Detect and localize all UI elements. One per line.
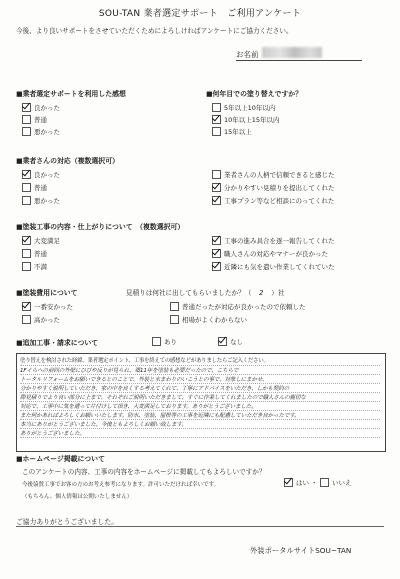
name-redaction xyxy=(262,47,322,58)
checkbox[interactable] xyxy=(22,103,31,112)
q5-header: ■塗装費用について xyxy=(16,289,78,297)
web-yes[interactable]: はい xyxy=(284,478,309,487)
q3-option[interactable]: 工事プラン等など相談にのってくれた xyxy=(212,194,335,207)
estimate-count[interactable]: 2 xyxy=(259,289,264,297)
q5-option[interactable]: 相場がよくわからない xyxy=(170,313,306,326)
q4-option[interactable]: 不満 xyxy=(22,260,60,273)
q4-option[interactable]: 職人さんの対応やマナーが良かった xyxy=(212,247,335,260)
q3-header: ■業者さんの対応（複数選択可） xyxy=(16,157,119,165)
checkbox[interactable] xyxy=(212,249,221,258)
checkbox[interactable] xyxy=(22,196,31,205)
q3-right-options xyxy=(212,168,335,207)
q1-options xyxy=(22,101,60,137)
checkbox[interactable] xyxy=(218,337,227,346)
q4-option[interactable]: 近隣にも気を遣い作業してくれていた xyxy=(212,260,335,273)
checkbox[interactable] xyxy=(212,127,221,136)
checkbox[interactable] xyxy=(170,302,179,311)
checkbox[interactable] xyxy=(22,315,31,324)
checkbox[interactable] xyxy=(320,478,329,487)
q1-option[interactable]: 良かった xyxy=(22,101,60,113)
q4-option[interactable]: 大変満足 xyxy=(22,234,60,247)
checkbox[interactable] xyxy=(284,478,293,487)
checkbox[interactable] xyxy=(22,302,31,311)
checkbox[interactable] xyxy=(212,103,221,112)
q5-estimate-question: 見積りは何社に出してもらいましたか？（ 2 ）社 xyxy=(126,289,285,297)
q5-option[interactable]: 普通だったが対応が良かったので依頼した xyxy=(170,300,306,313)
q2-option[interactable]: 5年以上10年以内 xyxy=(212,101,280,113)
q5-right-options xyxy=(170,300,306,326)
comment-line: ありがとうございました。 xyxy=(20,431,85,437)
comment-line: 本当にありがとうございました。今後ともよろしくお願い致します。 xyxy=(20,422,187,428)
checkbox[interactable] xyxy=(22,249,31,258)
checkbox[interactable] xyxy=(22,127,31,136)
footer-brand: 外装ポータルサイトSOU−TAN xyxy=(250,546,352,555)
checkbox[interactable] xyxy=(22,262,31,271)
comment-line: 際見積りでより良い部分に上まで、それぞれご説明いただきまして、すぐに作業してくれましたので職人さんの親切な xyxy=(20,395,306,401)
q2-options xyxy=(212,101,280,137)
q4-option[interactable]: 普通 xyxy=(22,247,60,260)
q1-option[interactable]: 普通 xyxy=(22,113,60,125)
comment-line: 1Fイらへの前回の外壁にひびや反りが見られ、築11年を塗装も必要だったので、こちらで xyxy=(20,368,239,374)
checkbox[interactable] xyxy=(22,183,31,192)
comment-line: また何かあればよろしくお願いいたします。防水、塗装、屋根等の工事を近隣にも配慮していただき良かったです。 xyxy=(20,413,300,419)
q4-right-options xyxy=(212,234,335,273)
checkbox[interactable] xyxy=(212,115,221,124)
web-note: 今後協賛工事でお客の方のお考え参考になります。許可いただければ幸いです。 xyxy=(22,482,220,488)
checkbox[interactable] xyxy=(212,183,221,192)
checkbox[interactable] xyxy=(22,115,31,124)
q4-header: ■塗装工事の内容・仕上がりについて （複数選択可） xyxy=(16,223,185,231)
q4-left-options xyxy=(22,234,60,273)
checkbox[interactable] xyxy=(22,236,31,245)
q1-option[interactable]: 悪かった xyxy=(22,125,60,137)
web-question: このアンケートの内容、工事の内容をホームページに掲載してもよろしいですか？ xyxy=(22,468,266,476)
checkbox[interactable] xyxy=(170,315,179,324)
q1-header: ■業者選定サポートを利用した感想 xyxy=(16,90,126,98)
q2-header: ■何年目での塗り替えですか？ xyxy=(206,90,303,98)
q5-left-options xyxy=(22,300,73,326)
q4-option[interactable]: 工事の進み具合を逐一報告してくれた xyxy=(212,234,335,247)
q3-option[interactable]: 良かった xyxy=(22,168,60,181)
q3-left-options xyxy=(22,168,60,207)
q3-option[interactable]: 分かりやすい見積りを提出してくれた xyxy=(212,181,335,194)
comment-line: 対応で、工事中に気を遣って片付けして頂き、大変満足しております。ありがとうございました。 xyxy=(20,404,257,410)
thanks-text: ご協力ありがとうございました。 xyxy=(16,518,118,526)
q3-option[interactable]: 普通 xyxy=(22,181,60,194)
page-title: SOU-TAN 業者選定サポート ご利用アンケート xyxy=(98,9,302,19)
comment-line: トータルリフォームをお願いできるとのことで、外装と水まわりのいこうとの事で、対象しにまかせ、 xyxy=(20,377,268,383)
comment-prompt: 塗り替えを検討された経緯、業者選定ポイント、工事を終えての感想などがありましたらご記入ください。 xyxy=(20,358,269,364)
web-note-privacy: （もちろん、個人情報は公開いたしません） xyxy=(22,494,133,500)
q5-option[interactable]: 高かった xyxy=(22,313,73,326)
name-field[interactable] xyxy=(236,60,362,61)
rule xyxy=(20,437,380,438)
q6-no[interactable]: なし xyxy=(218,337,243,346)
divider xyxy=(16,526,384,527)
q3-option[interactable]: 悪かった xyxy=(22,194,60,207)
q2-option[interactable]: 10年以上15年以内 xyxy=(212,113,280,125)
checkbox[interactable] xyxy=(22,170,31,179)
q5-option[interactable]: 一番安かった xyxy=(22,300,73,313)
checkbox[interactable] xyxy=(212,262,221,271)
checkbox[interactable] xyxy=(152,337,161,346)
q3-option[interactable]: 業者さんの人柄で信頼できると感じた xyxy=(212,168,335,181)
web-no[interactable]: いいえ xyxy=(320,478,352,487)
q6-header: ■追加工事・請求について xyxy=(16,339,99,347)
intro-text: 今後、より良いサポートをさせていただくためによろしければアンケートにご協力ください。 xyxy=(16,27,293,35)
name-label: お名前 xyxy=(236,50,259,59)
checkbox[interactable] xyxy=(212,236,221,245)
web-header: ■ホームページ掲載について xyxy=(16,455,105,463)
checkbox[interactable] xyxy=(212,170,221,179)
q2-option[interactable]: 15年以上 xyxy=(212,125,280,137)
q6-yes[interactable]: あり xyxy=(152,337,177,346)
comment-line: 分かりやすく説明していただき、家の中を良くする考えてくれて、丁寧にアドバイスをいただき、しかも契約の xyxy=(20,386,289,392)
checkbox[interactable] xyxy=(212,196,221,205)
separator: ・ xyxy=(311,479,318,487)
